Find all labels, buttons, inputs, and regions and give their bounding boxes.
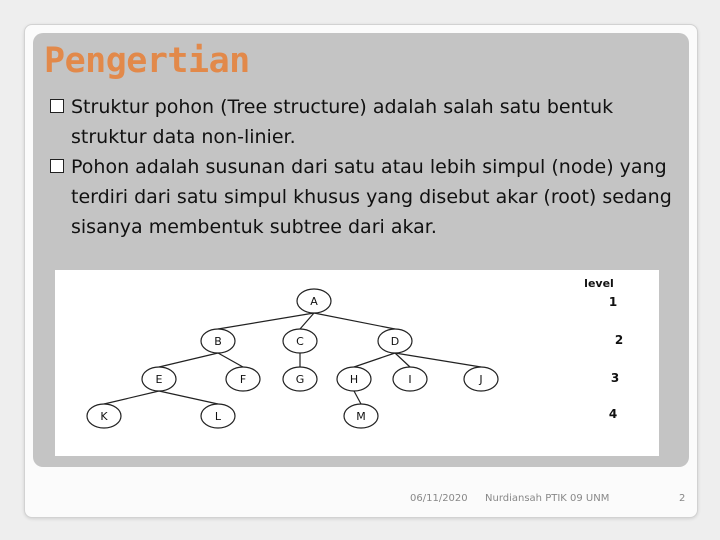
tree-node-label: C [296,335,304,348]
bullet-list [44,92,694,242]
tree-node-label: E [155,373,163,386]
tree-node-label: B [214,335,222,348]
tree-node-label: J [479,373,483,386]
checkbox-bullet-icon [50,99,64,113]
page-number: 2 [679,493,686,504]
tree-node-label: F [239,373,247,386]
level-number: 2 [614,333,624,347]
footer-author: Nurdiansah PTIK 09 UNM [485,493,610,504]
checkbox-bullet-icon [50,159,64,173]
bullet-text: Pohon adalah susunan dari satu atau lebih simpul (node) yang terdiri dari satu simpul khusus yang disebut akar (root) sedang sisanya membentuk subtree dari akar. [71,156,672,238]
footer-date: 06/11/2020 [410,493,468,504]
tree-diagram [55,270,659,456]
tree-node-label: G [295,373,305,386]
tree-node-label: K [100,410,108,423]
bullet-text: Struktur pohon (Tree structure) adalah salah satu bentuk struktur data non-linier. [71,96,614,148]
tree-node-label: I [408,373,412,386]
slide-title: Pengertian [44,41,250,81]
tree-node-label: M [356,410,366,423]
level-header: level [584,277,614,290]
level-number: 4 [608,407,618,421]
tree-node-label: A [310,295,318,308]
level-number: 1 [608,295,618,309]
bullet-item [44,152,694,242]
tree-node-label: L [214,410,222,423]
tree-node-label: H [349,373,359,386]
bullet-item [44,92,694,152]
level-number: 3 [610,371,620,385]
tree-node-label: D [390,335,400,348]
